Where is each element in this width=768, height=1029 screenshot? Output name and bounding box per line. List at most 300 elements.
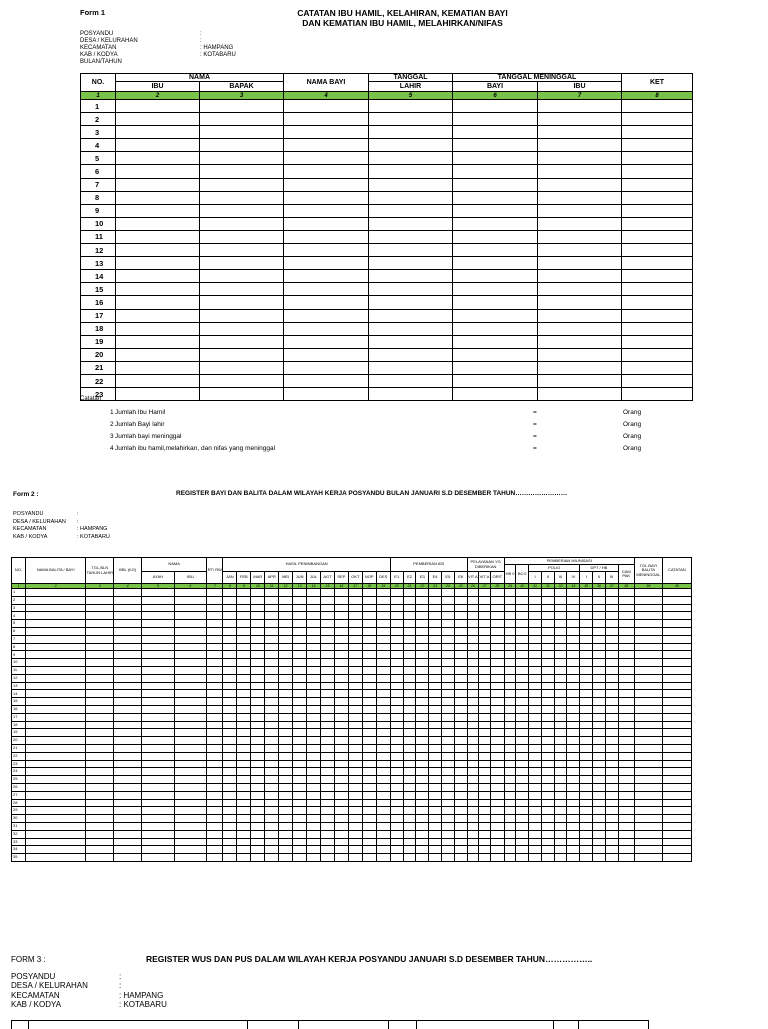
table-cell[interactable]: [307, 666, 321, 674]
table-cell[interactable]: [538, 322, 622, 335]
table-cell[interactable]: [334, 627, 348, 635]
table-cell[interactable]: [538, 113, 622, 126]
table-cell[interactable]: [454, 791, 467, 799]
table-cell[interactable]: [279, 612, 293, 620]
table-cell[interactable]: [529, 776, 542, 784]
table-cell[interactable]: [207, 854, 223, 862]
table-cell[interactable]: [390, 752, 403, 760]
table-cell[interactable]: [307, 713, 321, 721]
table-cell[interactable]: [516, 822, 529, 830]
table-cell[interactable]: [284, 126, 369, 139]
table-cell[interactable]: [348, 729, 362, 737]
table-cell[interactable]: [429, 682, 442, 690]
table-cell[interactable]: [348, 604, 362, 612]
table-cell[interactable]: [538, 204, 622, 217]
table-cell[interactable]: [567, 791, 580, 799]
table-cell[interactable]: [390, 674, 403, 682]
table-cell[interactable]: [174, 690, 207, 698]
table-cell[interactable]: [454, 674, 467, 682]
table-cell[interactable]: [554, 744, 567, 752]
table-cell[interactable]: [479, 783, 491, 791]
table-cell[interactable]: [593, 783, 606, 791]
table-cell[interactable]: [293, 822, 307, 830]
table-cell[interactable]: [200, 374, 284, 387]
table-cell[interactable]: [554, 830, 567, 838]
table-cell[interactable]: [25, 682, 85, 690]
table-cell[interactable]: [593, 635, 606, 643]
table-cell[interactable]: [320, 612, 334, 620]
table-cell[interactable]: [634, 838, 662, 846]
table-cell[interactable]: [320, 744, 334, 752]
table-cell[interactable]: [618, 713, 634, 721]
table-cell[interactable]: [453, 204, 538, 217]
table-cell[interactable]: [293, 721, 307, 729]
table-cell[interactable]: [142, 854, 175, 862]
table-cell[interactable]: [403, 713, 416, 721]
table-cell[interactable]: [142, 589, 175, 597]
table-cell[interactable]: [174, 627, 207, 635]
table-cell[interactable]: [207, 815, 223, 823]
table-cell[interactable]: [25, 643, 85, 651]
table-cell[interactable]: [348, 612, 362, 620]
table-cell[interactable]: [593, 589, 606, 597]
table-cell[interactable]: [376, 760, 390, 768]
table-cell[interactable]: [605, 651, 618, 659]
table-cell[interactable]: [516, 713, 529, 721]
table-cell[interactable]: [454, 737, 467, 745]
table-cell[interactable]: [265, 822, 279, 830]
table-cell[interactable]: [320, 690, 334, 698]
table-cell[interactable]: [116, 283, 200, 296]
table-cell[interactable]: [265, 744, 279, 752]
table-cell[interactable]: [622, 191, 693, 204]
table-cell[interactable]: [504, 589, 516, 597]
table-cell[interactable]: [529, 838, 542, 846]
table-cell[interactable]: [334, 838, 348, 846]
table-cell[interactable]: [516, 627, 529, 635]
table-cell[interactable]: [605, 589, 618, 597]
table-cell[interactable]: [307, 744, 321, 752]
table-cell[interactable]: [376, 799, 390, 807]
table-cell[interactable]: [622, 139, 693, 152]
table-cell[interactable]: [265, 659, 279, 667]
table-cell[interactable]: [403, 729, 416, 737]
table-cell[interactable]: [334, 791, 348, 799]
table-cell[interactable]: [348, 627, 362, 635]
table-cell[interactable]: [362, 651, 376, 659]
table-cell[interactable]: [369, 139, 453, 152]
table-cell[interactable]: [441, 760, 454, 768]
table-cell[interactable]: [441, 815, 454, 823]
table-cell[interactable]: [622, 361, 693, 374]
table-cell[interactable]: [114, 729, 142, 737]
table-cell[interactable]: [237, 705, 251, 713]
table-cell[interactable]: [320, 791, 334, 799]
table-cell[interactable]: [284, 270, 369, 283]
table-cell[interactable]: [580, 822, 593, 830]
table-cell[interactable]: [529, 627, 542, 635]
table-cell[interactable]: [320, 659, 334, 667]
table-cell[interactable]: [251, 737, 265, 745]
table-cell[interactable]: [618, 846, 634, 854]
table-cell[interactable]: [279, 682, 293, 690]
table-cell[interactable]: [441, 620, 454, 628]
table-cell[interactable]: [25, 705, 85, 713]
table-cell[interactable]: [284, 283, 369, 296]
table-cell[interactable]: [403, 760, 416, 768]
table-cell[interactable]: [223, 760, 237, 768]
table-cell[interactable]: [223, 651, 237, 659]
table-cell[interactable]: [114, 744, 142, 752]
table-cell[interactable]: [580, 666, 593, 674]
table-cell[interactable]: [541, 776, 554, 784]
table-cell[interactable]: [490, 799, 504, 807]
table-cell[interactable]: [265, 721, 279, 729]
table-cell[interactable]: [142, 721, 175, 729]
table-cell[interactable]: [142, 729, 175, 737]
table-cell[interactable]: [429, 846, 442, 854]
table-cell[interactable]: [516, 635, 529, 643]
table-cell[interactable]: [251, 822, 265, 830]
table-cell[interactable]: [307, 760, 321, 768]
table-cell[interactable]: [490, 612, 504, 620]
table-cell[interactable]: [467, 791, 479, 799]
table-cell[interactable]: [403, 822, 416, 830]
table-cell[interactable]: [593, 807, 606, 815]
table-cell[interactable]: [223, 596, 237, 604]
table-cell[interactable]: [116, 296, 200, 309]
table-cell[interactable]: [504, 713, 516, 721]
table-cell[interactable]: [223, 752, 237, 760]
table-cell[interactable]: [662, 612, 691, 620]
table-cell[interactable]: [441, 783, 454, 791]
table-cell[interactable]: [403, 838, 416, 846]
table-cell[interactable]: [567, 776, 580, 784]
table-cell[interactable]: [320, 846, 334, 854]
table-cell[interactable]: [362, 721, 376, 729]
table-cell[interactable]: [362, 627, 376, 635]
table-cell[interactable]: [454, 768, 467, 776]
table-cell[interactable]: [662, 705, 691, 713]
table-cell[interactable]: [362, 846, 376, 854]
table-cell[interactable]: [580, 815, 593, 823]
table-cell[interactable]: [541, 799, 554, 807]
table-cell[interactable]: [237, 854, 251, 862]
table-cell[interactable]: [605, 815, 618, 823]
table-cell[interactable]: [454, 612, 467, 620]
table-cell[interactable]: [580, 791, 593, 799]
table-cell[interactable]: [416, 620, 429, 628]
table-cell[interactable]: [429, 604, 442, 612]
table-cell[interactable]: [348, 674, 362, 682]
table-cell[interactable]: [348, 589, 362, 597]
table-cell[interactable]: [376, 752, 390, 760]
table-cell[interactable]: [174, 768, 207, 776]
table-cell[interactable]: [403, 807, 416, 815]
table-cell[interactable]: [86, 760, 114, 768]
table-cell[interactable]: [390, 729, 403, 737]
table-cell[interactable]: [504, 815, 516, 823]
table-cell[interactable]: [429, 729, 442, 737]
table-cell[interactable]: [25, 791, 85, 799]
table-cell[interactable]: [662, 604, 691, 612]
table-cell[interactable]: [580, 612, 593, 620]
table-cell[interactable]: [504, 705, 516, 713]
table-cell[interactable]: [479, 690, 491, 698]
table-cell[interactable]: [662, 822, 691, 830]
table-cell[interactable]: [429, 651, 442, 659]
table-cell[interactable]: [174, 760, 207, 768]
table-cell[interactable]: [279, 604, 293, 612]
table-cell[interactable]: [284, 230, 369, 243]
table-cell[interactable]: [479, 604, 491, 612]
table-cell[interactable]: [454, 807, 467, 815]
table-cell[interactable]: [334, 682, 348, 690]
table-cell[interactable]: [348, 620, 362, 628]
table-cell[interactable]: [453, 191, 538, 204]
table-cell[interactable]: [593, 596, 606, 604]
table-cell[interactable]: [662, 807, 691, 815]
table-cell[interactable]: [237, 682, 251, 690]
table-cell[interactable]: [279, 729, 293, 737]
table-cell[interactable]: [662, 760, 691, 768]
table-cell[interactable]: [416, 604, 429, 612]
table-cell[interactable]: [593, 612, 606, 620]
table-cell[interactable]: [369, 257, 453, 270]
table-cell[interactable]: [618, 729, 634, 737]
table-cell[interactable]: [403, 752, 416, 760]
table-cell[interactable]: [376, 612, 390, 620]
table-cell[interactable]: [279, 690, 293, 698]
table-cell[interactable]: [25, 830, 85, 838]
table-cell[interactable]: [376, 721, 390, 729]
table-cell[interactable]: [86, 783, 114, 791]
table-cell[interactable]: [284, 191, 369, 204]
table-cell[interactable]: [251, 830, 265, 838]
table-cell[interactable]: [467, 799, 479, 807]
table-cell[interactable]: [207, 737, 223, 745]
table-cell[interactable]: [662, 830, 691, 838]
table-cell[interactable]: [580, 620, 593, 628]
table-cell[interactable]: [504, 682, 516, 690]
table-cell[interactable]: [279, 651, 293, 659]
table-cell[interactable]: [279, 620, 293, 628]
table-cell[interactable]: [348, 698, 362, 706]
table-cell[interactable]: [622, 335, 693, 348]
table-cell[interactable]: [279, 643, 293, 651]
table-cell[interactable]: [429, 799, 442, 807]
table-cell[interactable]: [580, 659, 593, 667]
table-cell[interactable]: [453, 217, 538, 230]
table-cell[interactable]: [174, 752, 207, 760]
table-cell[interactable]: [334, 752, 348, 760]
table-cell[interactable]: [237, 635, 251, 643]
table-cell[interactable]: [479, 643, 491, 651]
table-cell[interactable]: [320, 589, 334, 597]
table-cell[interactable]: [307, 721, 321, 729]
table-cell[interactable]: [114, 659, 142, 667]
table-cell[interactable]: [538, 165, 622, 178]
table-cell[interactable]: [279, 776, 293, 784]
table-cell[interactable]: [662, 596, 691, 604]
table-cell[interactable]: [390, 776, 403, 784]
table-cell[interactable]: [390, 807, 403, 815]
table-cell[interactable]: [114, 760, 142, 768]
table-cell[interactable]: [416, 760, 429, 768]
table-cell[interactable]: [279, 596, 293, 604]
table-cell[interactable]: [593, 659, 606, 667]
table-cell[interactable]: [580, 596, 593, 604]
table-cell[interactable]: [390, 596, 403, 604]
table-cell[interactable]: [567, 620, 580, 628]
table-cell[interactable]: [334, 596, 348, 604]
table-cell[interactable]: [416, 791, 429, 799]
table-cell[interactable]: [416, 783, 429, 791]
table-cell[interactable]: [307, 729, 321, 737]
table-cell[interactable]: [662, 776, 691, 784]
table-cell[interactable]: [307, 682, 321, 690]
table-cell[interactable]: [142, 713, 175, 721]
table-cell[interactable]: [429, 838, 442, 846]
table-cell[interactable]: [634, 682, 662, 690]
table-cell[interactable]: [516, 760, 529, 768]
table-cell[interactable]: [207, 604, 223, 612]
table-cell[interactable]: [504, 620, 516, 628]
table-cell[interactable]: [25, 737, 85, 745]
table-cell[interactable]: [142, 666, 175, 674]
table-cell[interactable]: [605, 760, 618, 768]
table-cell[interactable]: [348, 791, 362, 799]
table-cell[interactable]: [580, 830, 593, 838]
table-cell[interactable]: [605, 604, 618, 612]
table-cell[interactable]: [369, 322, 453, 335]
table-cell[interactable]: [390, 830, 403, 838]
table-cell[interactable]: [293, 666, 307, 674]
table-cell[interactable]: [467, 752, 479, 760]
table-cell[interactable]: [293, 612, 307, 620]
table-cell[interactable]: [114, 807, 142, 815]
table-cell[interactable]: [554, 659, 567, 667]
table-cell[interactable]: [541, 838, 554, 846]
table-cell[interactable]: [504, 612, 516, 620]
table-cell[interactable]: [114, 620, 142, 628]
table-cell[interactable]: [334, 807, 348, 815]
table-cell[interactable]: [541, 690, 554, 698]
table-cell[interactable]: [580, 838, 593, 846]
table-cell[interactable]: [237, 799, 251, 807]
table-cell[interactable]: [622, 309, 693, 322]
table-cell[interactable]: [174, 729, 207, 737]
table-cell[interactable]: [369, 178, 453, 191]
table-cell[interactable]: [307, 830, 321, 838]
table-cell[interactable]: [490, 666, 504, 674]
table-cell[interactable]: [265, 674, 279, 682]
table-cell[interactable]: [622, 388, 693, 401]
table-cell[interactable]: [541, 783, 554, 791]
table-cell[interactable]: [142, 776, 175, 784]
table-cell[interactable]: [454, 596, 467, 604]
table-cell[interactable]: [207, 635, 223, 643]
table-cell[interactable]: [529, 682, 542, 690]
table-cell[interactable]: [554, 627, 567, 635]
table-cell[interactable]: [441, 604, 454, 612]
table-cell[interactable]: [207, 760, 223, 768]
table-cell[interactable]: [86, 651, 114, 659]
table-cell[interactable]: [293, 830, 307, 838]
table-cell[interactable]: [207, 651, 223, 659]
table-cell[interactable]: [142, 596, 175, 604]
table-cell[interactable]: [467, 643, 479, 651]
table-cell[interactable]: [529, 589, 542, 597]
table-cell[interactable]: [605, 721, 618, 729]
table-cell[interactable]: [403, 830, 416, 838]
table-cell[interactable]: [454, 713, 467, 721]
table-cell[interactable]: [490, 659, 504, 667]
table-cell[interactable]: [251, 791, 265, 799]
table-cell[interactable]: [618, 854, 634, 862]
table-cell[interactable]: [376, 596, 390, 604]
table-cell[interactable]: [348, 635, 362, 643]
table-cell[interactable]: [25, 783, 85, 791]
table-cell[interactable]: [529, 721, 542, 729]
table-cell[interactable]: [504, 643, 516, 651]
table-cell[interactable]: [516, 612, 529, 620]
table-cell[interactable]: [376, 737, 390, 745]
table-cell[interactable]: [580, 768, 593, 776]
table-cell[interactable]: [516, 721, 529, 729]
table-cell[interactable]: [567, 854, 580, 862]
table-cell[interactable]: [516, 674, 529, 682]
table-cell[interactable]: [403, 682, 416, 690]
table-cell[interactable]: [348, 822, 362, 830]
table-cell[interactable]: [454, 666, 467, 674]
table-cell[interactable]: [529, 620, 542, 628]
table-cell[interactable]: [538, 335, 622, 348]
table-cell[interactable]: [376, 635, 390, 643]
table-cell[interactable]: [441, 612, 454, 620]
table-cell[interactable]: [504, 729, 516, 737]
table-cell[interactable]: [479, 682, 491, 690]
table-cell[interactable]: [538, 244, 622, 257]
table-cell[interactable]: [362, 666, 376, 674]
table-cell[interactable]: [86, 596, 114, 604]
table-cell[interactable]: [529, 737, 542, 745]
table-cell[interactable]: [622, 296, 693, 309]
table-cell[interactable]: [580, 643, 593, 651]
table-cell[interactable]: [416, 854, 429, 862]
table-cell[interactable]: [390, 651, 403, 659]
table-cell[interactable]: [454, 620, 467, 628]
table-cell[interactable]: [237, 729, 251, 737]
table-cell[interactable]: [429, 635, 442, 643]
table-cell[interactable]: [516, 596, 529, 604]
table-cell[interactable]: [116, 244, 200, 257]
table-cell[interactable]: [580, 589, 593, 597]
table-cell[interactable]: [429, 783, 442, 791]
table-cell[interactable]: [490, 822, 504, 830]
table-cell[interactable]: [516, 846, 529, 854]
table-cell[interactable]: [454, 752, 467, 760]
table-cell[interactable]: [237, 666, 251, 674]
table-cell[interactable]: [207, 705, 223, 713]
table-cell[interactable]: [307, 705, 321, 713]
table-cell[interactable]: [618, 698, 634, 706]
table-cell[interactable]: [116, 348, 200, 361]
table-cell[interactable]: [251, 682, 265, 690]
table-cell[interactable]: [554, 698, 567, 706]
table-cell[interactable]: [605, 729, 618, 737]
table-cell[interactable]: [284, 165, 369, 178]
